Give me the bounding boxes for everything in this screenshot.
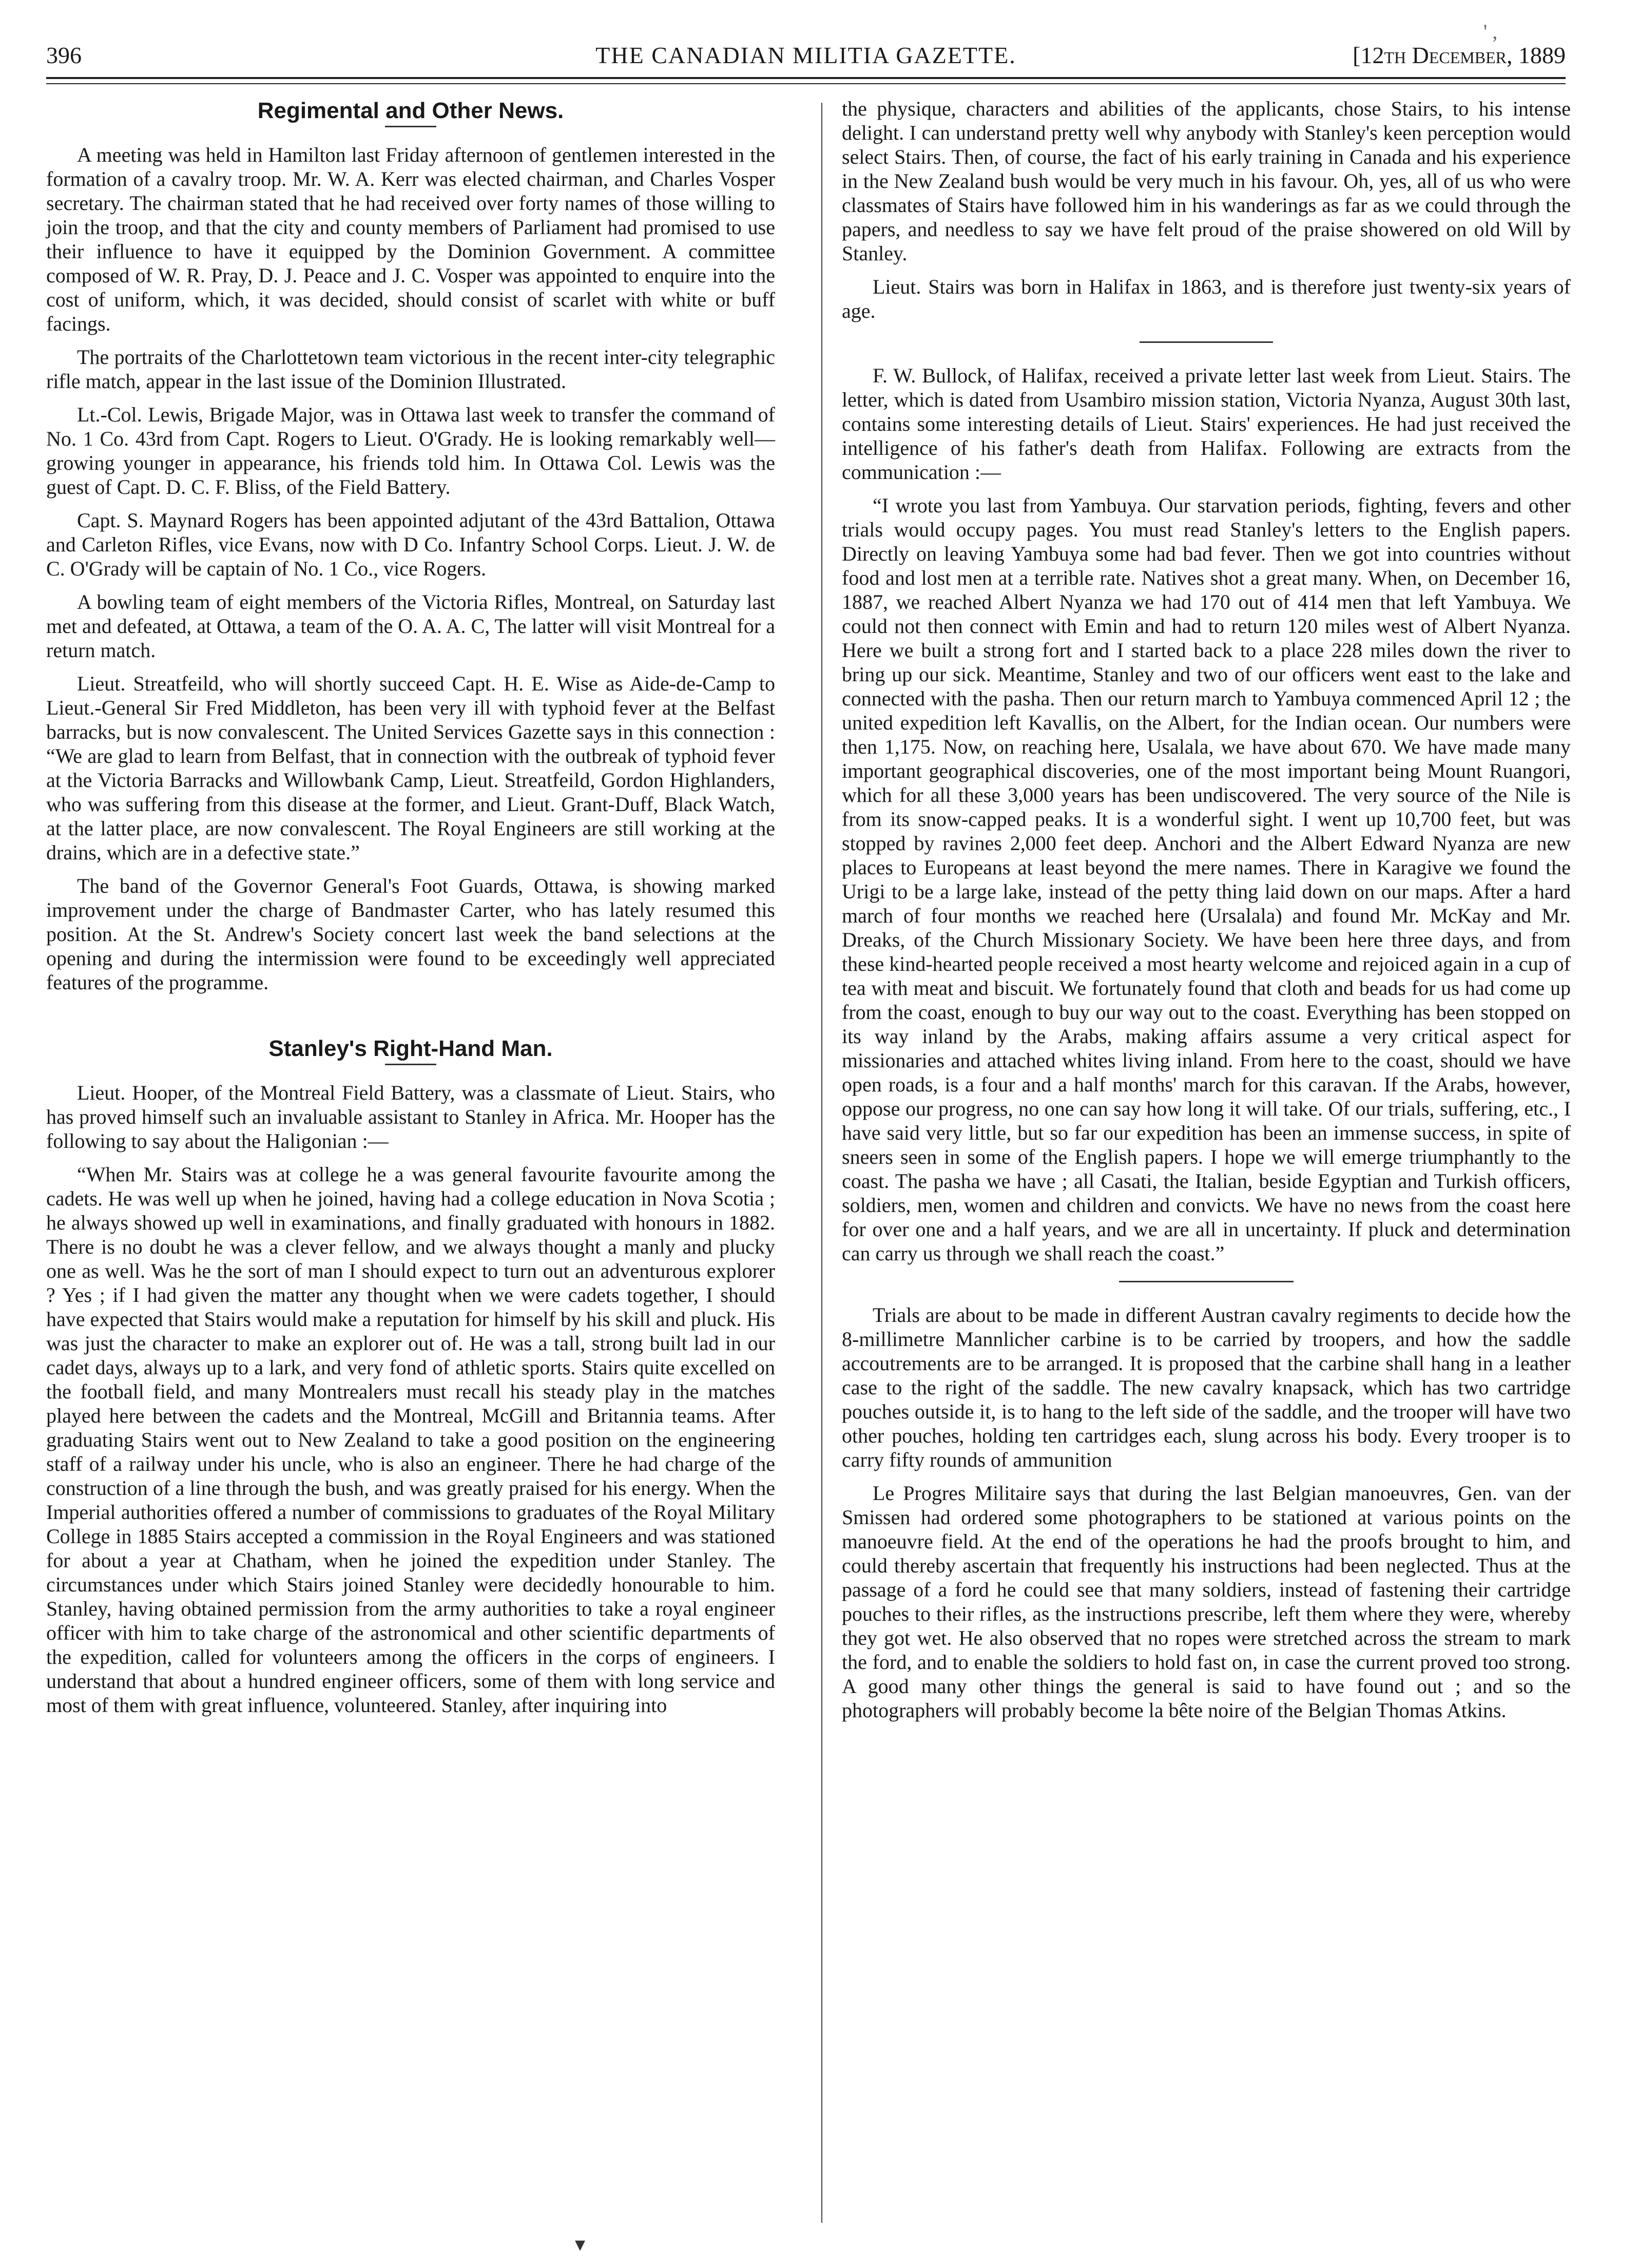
article-paragraph: The band of the Governor General's Foot Guards, Ottawa, is showing marked improvement under the charge of Bandmaster Carter, who has lately resumed this position. At the St. Andrew's Society concert last week the band selections at the opening and during the intermission were found to be exceedingly well appreciated features of the programme. [46,874,775,994]
column-divider [821,103,822,2223]
section-rule [1119,1281,1294,1282]
heading-rule [385,126,436,127]
article-paragraph: Lieut. Streatfeild, who will shortly succeed Capt. H. E. Wise as Aide-de-Camp to Lieut.-General Sir Fred Middleton, has been very ill with typhoid fever at the Belfast barracks, but is now convalescent. The United Services Gazette says in this connection : “We are glad to learn from Belfast, that in connection with the outbreak of typhoid fever at the Victoria Barracks and Willowbank Camp, Lieut. Streatfeild, Gordon Highlanders, who was suffering from this disease at the former, and Lieut. Grant-Duff, Black Watch, at the latter place, are now convalescent. The Royal Engineers are still working at the drains, which are in a defective state.” [46,672,775,864]
article-paragraph: Le Progres Militaire says that during the last Belgian manoeuvres, Gen. van der Smissen had ordered some photographers to be stationed at various points on the manoeuvre field. At the end of the operations he had the proofs brought to him, and could thereby ascertain that frequently his instructions had been neglected. Thus at the passage of a ford he could see that many soldiers, instead of fastening their cartridge pouches to their rifles, as the instructions prescribe, left them where they were, whereby they got wet. He also observed that no ropes were stretched across the stream to mark the ford, and to enable the soldiers to hold fast on, in case the current proved too strong. A good many other things the general is said to have found out ; and so the photographers will probably become la bête noire of the Belgian Thomas Atkins. [842,1482,1571,1722]
heading-rule [385,1064,436,1065]
article-continuation: the physique, characters and abilities of the applicants, chose Stairs, to his intense delight. I can understand pretty well why anybody with Stanley's keen perception would select Stairs. Then, of course, the fact of his early training in Canada and his experience in the New Zealand bush would be very much in his favour. Oh, yes, all of us who were classmates of Stairs have followed him in his wanderings as far as we could through the papers, and needless to say we have felt proud of the praise showered on old Will by Stanley. [842,97,1571,265]
section-rule [1140,341,1273,343]
right-column [842,97,1571,1732]
left-column [46,97,775,1726]
article-paragraph: Lt.-Col. Lewis, Brigade Major, was in Ottawa last week to transfer the command of No. 1 Co. 43rd from Capt. Rogers to Lieut. O'Grady. He is looking remarkably well—growing younger in appearance, his friends told him. In Ottawa Col. Lewis was the guest of Capt. D. C. F. Bliss, of the Field Battery. [46,403,775,498]
newspaper-title: THE CANADIAN MILITIA GAZETTE. [595,42,1016,68]
article-paragraph: Lieut. Stairs was born in Halifax in 1863, and is therefore just twenty-six years of age. [842,275,1571,322]
scan-mark: ' , [1483,20,1498,43]
issue-date: [12th December, 1889 [1353,42,1566,68]
masthead-rule-top [46,77,1566,79]
article-paragraph: A bowling team of eight members of the Victoria Rifles, Montreal, on Saturday last met and defeated, at Ottawa, a team of the O. A. A. C, The latter will visit Montreal for a return match. [46,590,775,662]
masthead [46,40,1566,71]
article-paragraph: The portraits of the Charlottetown team victorious in the recent inter-city telegraphic rifle match, appear in the last issue of the Dominion Illustrated. [46,345,775,393]
article-paragraph: A meeting was held in Hamilton last Friday afternoon of gentlemen interested in the formation of a cavalry troop. Mr. W. A. Kerr was elected chairman, and Charles Vosper secretary. The chairman stated that he had received over forty names of those willing to join the troop, and that the city and county members of Parliament had promised to use their influence to have it equipped by the Dominion Government. A committee composed of W. R. Pray, D. J. Peace and J. C. Vosper was appointed to enquire into the cost of uniform, which, it was decided, should consist of scarlet with white or buff facings. [46,143,775,335]
page-number: 396 [46,42,82,68]
article-paragraph: F. W. Bullock, of Halifax, received a private letter last week from Lieut. Stairs. The letter, which is dated from Usambiro mission station, Victoria Nyanza, August 30th last, contains some interesting details of Lieut. Stairs' experiences. He had just received the intelligence of his father's death from Halifax. Following are extracts from the communication :— [842,364,1571,484]
letter-extract: “I wrote you last from Yambuya. Our starvation periods, fighting, fevers and other trials would occupy pages. You must read Stanley's letters to the English papers. Directly on leaving Yambuya some had bad fever. Then we got into countries without food and lost men at a terrible rate. Natives shot a great many. When, on December 16, 1887, we reached Albert Nyanza we had 170 out of 414 men that left Yambuya. We could not then connect with Emin and had to return 120 miles west of Albert Nyanza. Here we built a strong fort and I started back to a place 228 miles down the river to bring up our sick. Meantime, Stanley and two of our officers went east to the lake and connected with the pasha. Then our return march to Yambuya commenced April 12 ; the united expedition left Kavallis, on the Albert, for the Indian ocean. Our numbers were then 1,175. Now, on reaching here, Usalala, we have about 670. We have made many important geographical discoveries, one of the most important being Mount Ruangori, which for all these 3,000 years has been undiscovered. The very source of the Nile is from its snow-capped peaks. It is a wonderful sight. I went up 10,700 feet, but was stopped by ravines 2,000 feet deep. Anchori and the Albert Edward Nyanza are new places to Europeans at least beyond the mere names. There in Karagive we found the Urigi to be a large lake, instead of the petty thing laid down on our maps. After a hard march of four months we reached here (Ursalala) and found Mr. McKay and Mr. Dreaks, of the Church Missionary Society. We have been here three days, and from these kind-hearted people received a most hearty welcome and rejoiced again in a cup of tea with meat and biscuit. We fortunately found that cloth and beads for us had come up from the coast, enough to buy our way out to the coast. Everything has been stopped on its way inland by the Arabs, making affairs assume a very critical aspect for missionaries and attached whites living inland. From here to the coast, should we have open roads, is a four and a half months' march for this caravan. If the Arabs, however, oppose our progress, no one can say how long it will take. Of our trials, suffering, etc., I have said very little, but so far our expedition has been an immense success, in spite of sneers seen in some of the English papers. I hope we will emerge triumphantly to the coast. The pasha we have ; all Casati, the Italian, beside Egyptian and Turkish officers, soldiers, men, women and children and convicts. We have no news from the coast here for over one and a half years, and we are all in uncertainty. If pluck and determination can carry us through we shall reach the coast.” [842,494,1571,1265]
article-paragraph: “When Mr. Stairs was at college he a was general favourite favourite among the cadets. He was well up when he joined, having had a college education in Nova Scotia ; he always showed up well in examinations, and finally graduated with honours in 1882. There is no doubt he was a clever fellow, and we always thought a manly and plucky one as well. Was he the sort of man I should expect to turn out an adventurous explorer ? Yes ; if I had given the matter any thought when we were cadets together, I should have expected that Stairs would make a reputation for himself by his skill and pluck. His was just the character to make an explorer out of. He was a tall, strong built lad in our cadet days, always up to a lark, and very fond of athletic sports. Stairs quite excelled on the football field, and many Montrealers must recall his steady play in the matches played here between the cadets and the Montreal, McGill and Britannia teams. After graduating Stairs went out to New Zealand to take a good position on the engineering staff of a railway under his uncle, who is also an engineer. There he had charge of the construction of a line through the bush, and was greatly praised for his energy. When the Imperial authorities offered a number of commissions to graduates of the Royal Military College in 1885 Stairs accepted a commission in the Royal Engineers and was stationed for about a year at Chatham, when he joined the expedition under Stanley. The circumstances under which Stairs joined Stanley were decidedly honourable to him. Stanley, having obtained permission from the army authorities to take a royal engineer officer with him to take charge of the astronomical and other scientific departments of the expedition, called for volunteers among the officers in the corps of engineers. I understand that about a hundred engineer officers, some of them with long service and most of them with great influence, volunteered. Stanley, after inquiring into [46,1163,775,1717]
article-paragraph: Lieut. Hooper, of the Montreal Field Battery, was a classmate of Lieut. Stairs, who has proved himself such an invaluable assistant to Stanley in Africa. Mr. Hooper has the following to say about the Haligonian :— [46,1081,775,1152]
masthead-rule-bottom [46,83,1566,84]
stanley-heading: Stanley's Right-Hand Man. [268,1036,553,1061]
section-spacer [46,1004,775,1034]
article-paragraph: Capt. S. Maynard Rogers has been appointed adjutant of the 43rd Battalion, Ottawa and Carleton Rifles, vice Evans, now with D Co. Infantry School Corps. Lieut. J. W. de C. O'Grady will be captain of No. 1 Co., vice Rogers. [46,509,775,580]
page-foot-mark: ▾ [575,2233,586,2256]
article-paragraph: Trials are about to be made in different Austran cavalry regiments to decide how the 8-millimetre Mannlicher carbine is to be carried by troopers, and how the saddle accoutrements are to be arranged. It is proposed that the carbine shall hang in a leather case to the right of the saddle. The new cavalry knapsack, which has two cartridge pouches outside it, is to hang to the left side of the saddle, and the trooper will have two other pouches, holding ten cartridges each, slung across his body. Every trooper is to carry fifty rounds of ammunition [842,1303,1571,1471]
regimental-news-heading: Regimental and Other News. [257,98,564,123]
